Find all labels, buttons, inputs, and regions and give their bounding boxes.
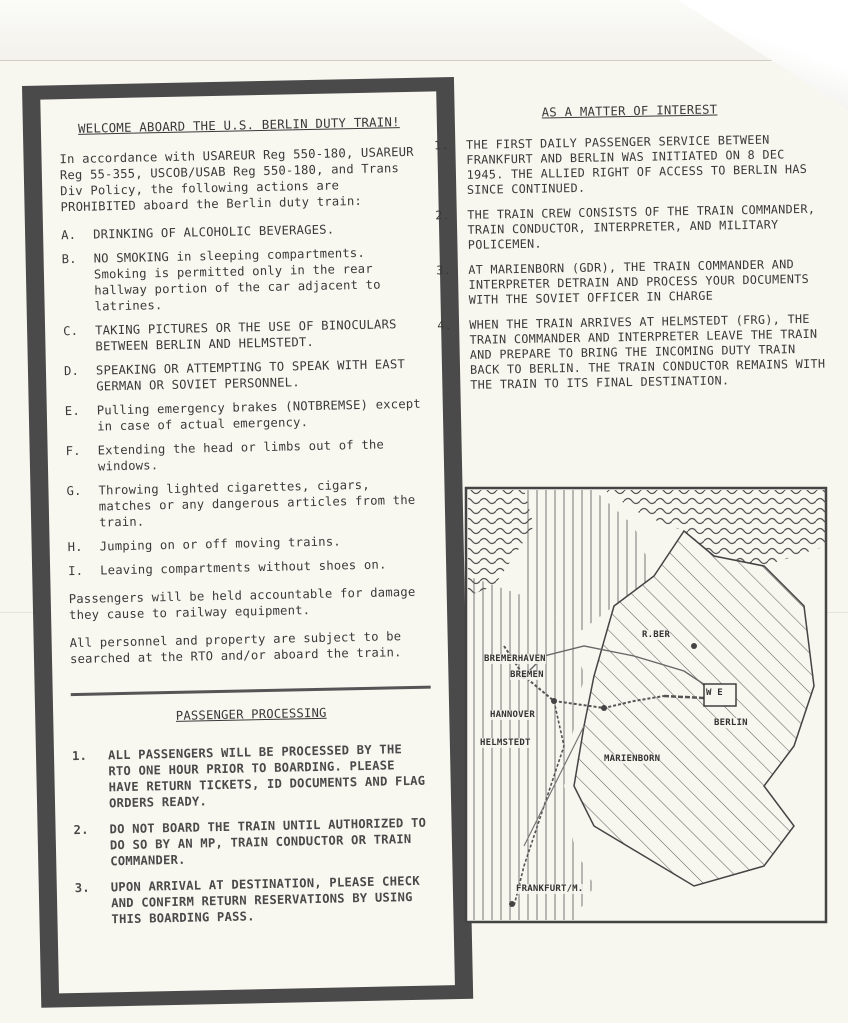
list-item: 3. AT MARIENBORN (GDR), THE TRAIN COMMANDER AND INTERPRETER DETRAIN AND PROCESS YOUR DOCUMENTS WITH THE SOVIET OFFICER IN CHARGE — [436, 257, 810, 307]
list-item: C. TAKING PICTURES OR THE USE OF BINOCULARS BETWEEN BERLIN AND HELMSTEDT. — [62, 317, 397, 354]
welcome-intro: In accordance with USAREUR Reg 550-180, USAREUR Reg 55-355, USCOB/USAB Reg 550-180, and Trans Div Policy, the following actions are PROHIBITED aboard the Berlin duty train: — [59, 144, 414, 215]
map-label-berlin-sectors: W E — [706, 688, 723, 698]
city-marker — [551, 698, 557, 704]
section-divider — [71, 686, 431, 697]
map-label-hannover: HANNOVER — [490, 710, 535, 720]
interest-list — [434, 132, 830, 394]
prohibited-actions-list — [61, 220, 428, 579]
list-item: 1. ALL PASSENGERS WILL BE PROCESSED BY THE RTO ONE HOUR PRIOR TO BOARDING. PLEASE HAVE RETURN TICKETS, ID DOCUMENTS AND FLAG ORDERS READY. — [71, 742, 426, 811]
map-label-rostock: R.BER — [642, 630, 671, 640]
list-item: 3. UPON ARRIVAL AT DESTINATION, PLEASE CHECK AND CONFIRM RETURN RESERVATIONS BY USING THIS BOARDING PASS. — [74, 873, 420, 927]
map-label-marienborn: MARIENBORN — [604, 754, 661, 764]
list-item: E. Pulling emergency brakes (NOTBREMSE) except in case of actual emergency. — [64, 396, 422, 434]
list-item: B. NO SMOKING in sleeping compartments. Smoking is permitted only in the rear hallway portion of the car adjacent to latrines. — [61, 245, 381, 314]
list-item: F. Extending the head or limbs out of the windows. — [65, 437, 385, 474]
map-label-helmstedt: HELMSTEDT — [480, 738, 531, 748]
city-marker — [509, 901, 515, 907]
map-label-bremen: BREMEN — [510, 670, 544, 680]
city-marker — [691, 643, 697, 649]
search-note: All personnel and property are subject to be searched at the RTO and/or aboard the train. — [69, 629, 402, 667]
interest-section — [433, 101, 830, 404]
interest-title: AS A MATTER OF INTEREST — [541, 102, 718, 120]
welcome-panel-frame — [22, 77, 473, 1008]
route-map — [464, 486, 830, 926]
list-item: G. Throwing lighted cigarettes, cigars, matches or any dangerous articles from the train. — [66, 477, 416, 530]
map-label-bremerhaven: BREMERHAVEN — [484, 654, 546, 664]
accountability-note: Passengers will be held accountable for damage they cause to railway equipment. — [68, 584, 416, 623]
list-item: I. Leaving compartments without shoes on. — [68, 557, 387, 579]
list-item: 1. THE FIRST DAILY PASSENGER SERVICE BETWEEN FRANKFURT AND BERLIN WAS INITIATED ON 8 DEC 1945. THE ALLIED RIGHT OF ACCESS TO BERLIN HAS SINCE CONTINUED. — [433, 132, 808, 197]
list-item: 2. DO NOT BOARD THE TRAIN UNTIL AUTHORIZED TO DO SO BY AN MP, TRAIN CONDUCTOR OR TRAIN COMMANDER. — [73, 815, 427, 869]
map-label-frankfurt: FRANKFURT/M. — [516, 884, 584, 894]
city-marker — [601, 705, 607, 711]
processing-title: PASSENGER PROCESSING — [175, 705, 327, 723]
list-item: D. SPEAKING OR ATTEMPTING TO SPEAK WITH EAST GERMAN OR SOVIET PERSONNEL. — [63, 357, 406, 394]
processing-list — [72, 741, 436, 928]
map-label-berlin: BERLIN — [714, 718, 748, 728]
welcome-panel — [40, 91, 455, 993]
list-item: H. Jumping on or off moving trains. — [67, 534, 341, 555]
list-item: A. DRINKING OF ALCOHOLIC BEVERAGES. — [60, 222, 335, 243]
route-map-drawing — [464, 486, 830, 926]
list-item: 4. WHEN THE TRAIN ARRIVES AT HELMSTEDT (FRG), THE TRAIN COMMANDER AND INTERPRETER LEAVE THE TRAIN AND PREPARE TO BRING THE INCOMING DUTY TRAIN BACK TO BERLIN. THE TRAIN CONDUCTOR REMAINS WITH THE TRAIN TO ITS FINAL DESTINATION. — [437, 311, 826, 392]
welcome-title: WELCOME ABOARD THE U.S. BERLIN DUTY TRAIN! — [77, 114, 400, 136]
list-item: 2. THE TRAIN CREW CONSISTS OF THE TRAIN COMMANDER, TRAIN CONDUCTOR, INTERPRETER, AND MILITARY POLICEMEN. — [435, 201, 816, 252]
